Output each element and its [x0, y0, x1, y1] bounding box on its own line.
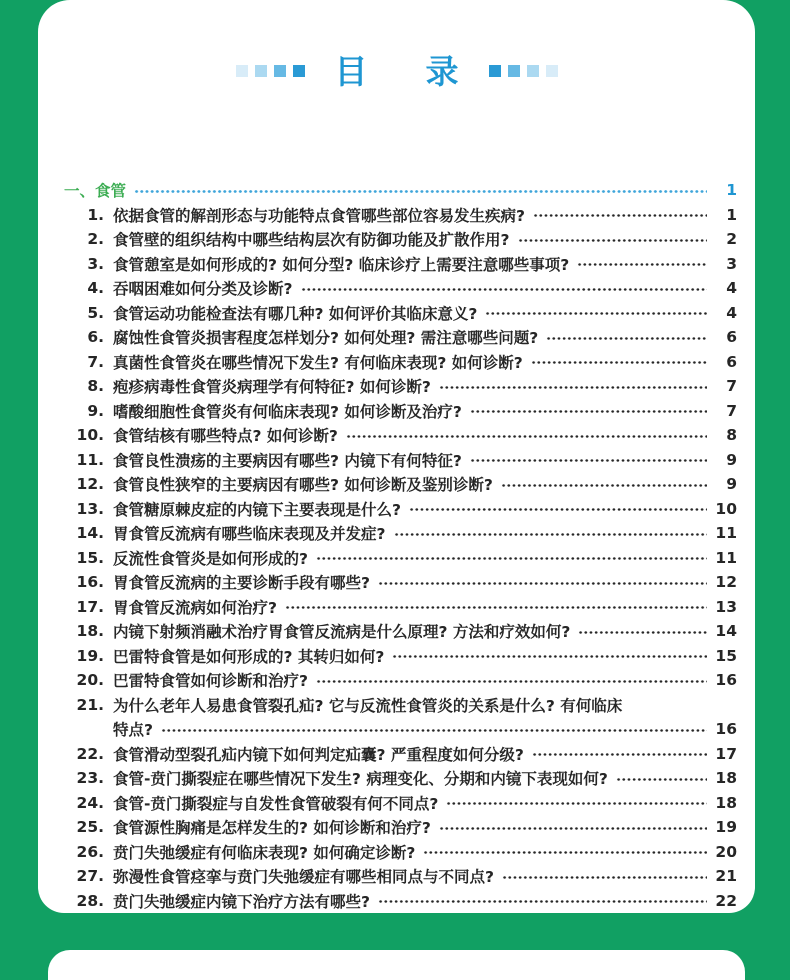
- item-text: 贲门失弛缓症有何临床表现? 如何确定诊断?: [113, 843, 416, 862]
- item-text: 食管良性溃疡的主要病因有哪些? 内镜下有何特征?: [113, 451, 462, 470]
- item-number: 8.: [87, 377, 104, 396]
- dot-leader: [578, 624, 707, 638]
- page-number: 20: [715, 842, 737, 861]
- item-text: 疱疹病毒性食管炎病理学有何特征? 如何诊断?: [113, 378, 431, 397]
- toc-item-row: [64, 644, 737, 669]
- page-number: 22: [715, 891, 737, 910]
- toc-item-row: [64, 497, 737, 522]
- decor-square: [255, 65, 267, 77]
- toc-item-row: [64, 791, 737, 816]
- page-number: 19: [715, 818, 737, 837]
- item-text: 吞咽困难如何分类及诊断?: [113, 280, 293, 299]
- item-text: 食管-贲门撕裂症在哪些情况下发生? 病理变化、分期和内镜下表现如何?: [113, 770, 608, 789]
- page-number: 3: [726, 254, 737, 273]
- dot-leader: [577, 257, 707, 271]
- item-number: 28.: [76, 891, 104, 910]
- toc-item-row: [64, 742, 737, 767]
- item-text: 食管壁的组织结构中哪些结构层次有防御功能及扩散作用?: [113, 231, 510, 250]
- toc-item-row: [64, 595, 737, 620]
- page-number: 7: [726, 377, 737, 396]
- item-number: 4.: [87, 279, 104, 298]
- page-number: 4: [726, 279, 737, 298]
- page-number: 17: [715, 744, 737, 763]
- toc-item-row: [64, 521, 737, 546]
- decor-square: [274, 65, 286, 77]
- toc-item-row: [64, 301, 737, 326]
- item-number: 16.: [76, 573, 104, 592]
- item-number: 3.: [87, 254, 104, 273]
- dot-leader: [501, 477, 707, 491]
- toc-item-row: [64, 546, 737, 571]
- dot-leader: [446, 796, 707, 810]
- page-number: 11: [715, 548, 737, 567]
- item-text: 食管源性胸痛是怎样发生的? 如何诊断和治疗?: [113, 819, 431, 838]
- decor-square: [236, 65, 248, 77]
- item-text: 巴雷特食管是如何形成的? 其转归如何?: [113, 647, 385, 666]
- toc-item-row: [64, 227, 737, 252]
- dot-leader: [485, 306, 707, 320]
- dot-leader: [134, 183, 707, 197]
- item-text: 食管憩室是如何形成的? 如何分型? 临床诊疗上需要注意哪些事项?: [113, 255, 570, 274]
- toc-item-row: [64, 276, 737, 301]
- item-number: 22.: [76, 744, 104, 763]
- dot-leader: [316, 673, 707, 687]
- dot-leader: [316, 551, 707, 565]
- item-text: 弥漫性食管痉挛与贲门失弛缓症有哪些相同点与不同点?: [113, 868, 494, 887]
- item-number: 19.: [76, 646, 104, 665]
- page-number: 6: [726, 352, 737, 371]
- item-number: 1.: [87, 205, 104, 224]
- item-number: 11.: [76, 450, 104, 469]
- page-number: 6: [726, 328, 737, 347]
- toc-item-row: [64, 619, 737, 644]
- toc-item-row: [64, 178, 737, 203]
- page-number: 9: [726, 450, 737, 469]
- item-number: 7.: [87, 352, 104, 371]
- item-text: 真菌性食管炎在哪些情况下发生? 有何临床表现? 如何诊断?: [113, 353, 523, 372]
- title-decor-right: [489, 65, 558, 77]
- page-number: 10: [715, 499, 737, 518]
- toc-item-row: [64, 423, 737, 448]
- toc-item-row: [64, 374, 737, 399]
- item-number: 23.: [76, 769, 104, 788]
- item-number: 5.: [87, 303, 104, 322]
- item-text: 食管糖原棘皮症的内镜下主要表现是什么?: [113, 500, 401, 519]
- dot-leader: [301, 281, 708, 295]
- dot-leader: [394, 526, 708, 540]
- dot-leader: [518, 232, 708, 246]
- dot-leader: [161, 722, 707, 736]
- title-decor-left: [236, 65, 305, 77]
- item-number: 12.: [76, 475, 104, 494]
- page-number: 18: [715, 769, 737, 788]
- item-text: 依据食管的解剖形态与功能特点食管哪些部位容易发生疾病?: [113, 206, 525, 225]
- page-number: 14: [715, 622, 737, 641]
- item-text: 胃食管反流病的主要诊断手段有哪些?: [113, 574, 370, 593]
- page-number: 1: [726, 205, 737, 224]
- dot-leader: [470, 404, 707, 418]
- item-text: 食管结核有哪些特点? 如何诊断?: [113, 427, 338, 446]
- item-text: 巴雷特食管如何诊断和治疗?: [113, 672, 308, 691]
- toc-item-row: [64, 570, 737, 595]
- page-number: 13: [715, 597, 737, 616]
- item-number: 2.: [87, 230, 104, 249]
- page-number: 12: [715, 573, 737, 592]
- page-number: 7: [726, 401, 737, 420]
- item-text: 腐蚀性食管炎损害程度怎样划分? 如何处理? 需注意哪些问题?: [113, 329, 539, 348]
- item-text: 为什么老年人易患食管裂孔疝? 它与反流性食管炎的关系是什么? 有何临床: [113, 696, 623, 715]
- dot-leader: [531, 355, 707, 369]
- decor-square: [527, 65, 539, 77]
- page-number: 1: [726, 181, 737, 200]
- item-number: 26.: [76, 842, 104, 861]
- item-number: 13.: [76, 499, 104, 518]
- item-number: 27.: [76, 867, 104, 886]
- toc-item-row: [64, 864, 737, 889]
- dot-leader: [378, 894, 707, 908]
- toc-title-text: [334, 51, 459, 91]
- item-text: 胃食管反流病有哪些临床表现及并发症?: [113, 525, 386, 544]
- dot-leader: [616, 771, 707, 785]
- title-char: 录: [425, 51, 459, 91]
- item-text: 胃食管反流病如何治疗?: [113, 598, 277, 617]
- dot-leader: [423, 845, 707, 859]
- item-number: 21.: [76, 695, 104, 714]
- toc-item-row: [64, 766, 737, 791]
- dot-leader: [409, 502, 707, 516]
- decor-square: [489, 65, 501, 77]
- dot-leader: [392, 649, 707, 663]
- toc-item-row: [64, 717, 737, 742]
- item-text: 食管滑动型裂孔疝内镜下如何判定疝囊? 严重程度如何分级?: [113, 745, 524, 764]
- dot-leader: [346, 428, 707, 442]
- toc-item-row: [64, 350, 737, 375]
- toc-page-card: [38, 0, 755, 913]
- page-number: 8: [726, 426, 737, 445]
- decor-square: [293, 65, 305, 77]
- toc-item-row: [64, 472, 737, 497]
- dot-leader: [285, 600, 707, 614]
- item-number: 20.: [76, 671, 104, 690]
- item-number: 9.: [87, 401, 104, 420]
- toc-title: [38, 50, 755, 92]
- item-text: 贲门失弛缓症内镜下治疗方法有哪些?: [113, 892, 370, 911]
- next-page-card-edge: [48, 950, 745, 980]
- toc-item-row: [64, 889, 737, 914]
- item-number: 18.: [76, 622, 104, 641]
- item-number: 25.: [76, 818, 104, 837]
- dot-leader: [502, 869, 707, 883]
- dot-leader: [532, 747, 707, 761]
- item-number: 24.: [76, 793, 104, 812]
- page-number: 15: [715, 646, 737, 665]
- item-text: 食管运动功能检查法有哪几种? 如何评价其临床意义?: [113, 304, 478, 323]
- toc-item-row: [64, 840, 737, 865]
- page-number: 16: [715, 720, 737, 739]
- page-number: 2: [726, 230, 737, 249]
- item-number: 10.: [76, 426, 104, 445]
- item-text: 内镜下射频消融术治疗胃食管反流病是什么原理? 方法和疗效如何?: [113, 623, 571, 642]
- page-number: 9: [726, 475, 737, 494]
- item-text: 一、食管: [64, 182, 127, 201]
- decor-square: [508, 65, 520, 77]
- dot-leader: [533, 208, 707, 222]
- title-char: 目: [334, 51, 368, 91]
- toc-item-row: [64, 815, 737, 840]
- item-number: 6.: [87, 328, 104, 347]
- toc-item-row: [64, 448, 737, 473]
- dot-leader: [439, 820, 707, 834]
- item-text: 嗜酸细胞性食管炎有何临床表现? 如何诊断及治疗?: [113, 402, 462, 421]
- toc-item-row: [64, 325, 737, 350]
- item-number: 17.: [76, 597, 104, 616]
- toc-item-row: [64, 252, 737, 277]
- dot-leader: [378, 575, 707, 589]
- dot-leader: [470, 453, 707, 467]
- toc-item-row: [64, 693, 737, 718]
- toc-item-row: [64, 668, 737, 693]
- item-text: 反流性食管炎是如何形成的?: [113, 549, 308, 568]
- item-number: 14.: [76, 524, 104, 543]
- decor-square: [546, 65, 558, 77]
- dot-leader: [439, 379, 707, 393]
- toc-list: [38, 178, 755, 913]
- toc-item-row: [64, 203, 737, 228]
- item-text: 食管良性狭窄的主要病因有哪些? 如何诊断及鉴别诊断?: [113, 476, 493, 495]
- page-number: 21: [715, 867, 737, 886]
- page-number: 18: [715, 793, 737, 812]
- page-number: 11: [715, 524, 737, 543]
- item-number: 15.: [76, 548, 104, 567]
- item-text: 特点?: [113, 721, 153, 740]
- dot-leader: [546, 330, 707, 344]
- page-number: 16: [715, 671, 737, 690]
- item-text: 食管-贲门撕裂症与自发性食管破裂有何不同点?: [113, 794, 439, 813]
- page-number: 4: [726, 303, 737, 322]
- toc-item-row: [64, 399, 737, 424]
